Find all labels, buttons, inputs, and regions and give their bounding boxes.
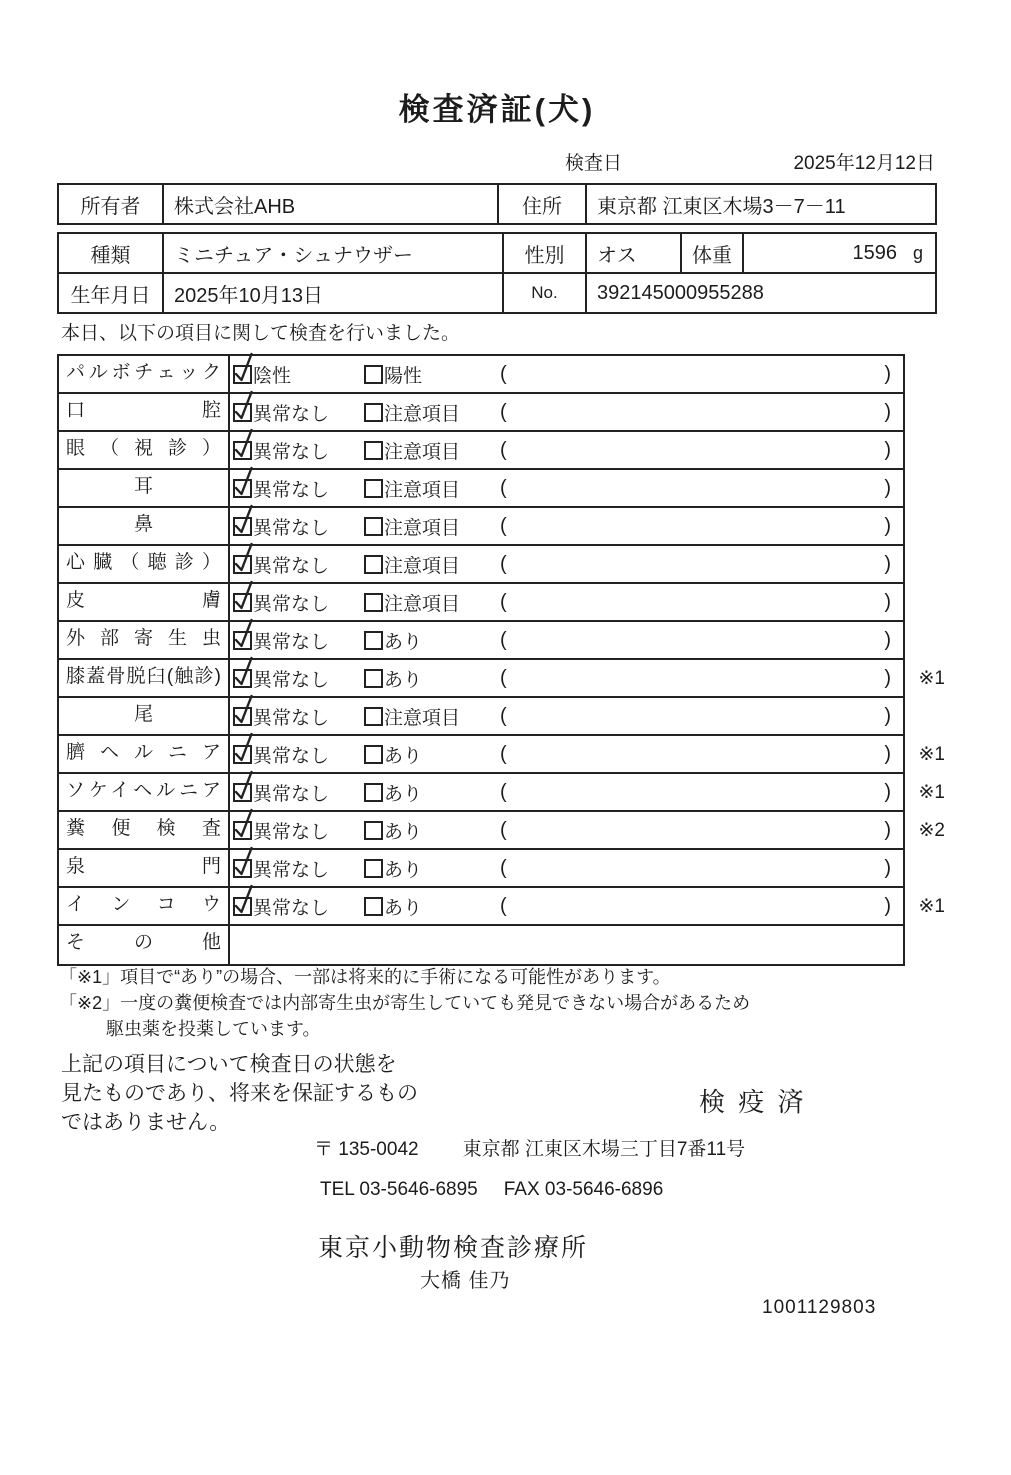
intro-text: 本日、以下の項目に関して検査を行いました。	[61, 323, 461, 344]
checkmark-icon	[236, 696, 252, 722]
row-content	[230, 622, 903, 658]
option-2-label: 注意項目	[384, 707, 461, 729]
close-paren: )	[884, 743, 891, 765]
row-content	[230, 356, 903, 392]
option-2-label: 注意項目	[384, 441, 461, 463]
option-1-label: 異常なし	[253, 821, 330, 843]
checkbox-1	[233, 403, 252, 422]
checkmark-icon	[236, 582, 252, 608]
option-1-label: 異常なし	[253, 593, 330, 615]
table-row	[59, 926, 903, 964]
row-note: ※1	[918, 668, 945, 689]
option-2	[364, 660, 422, 696]
checkbox-2	[364, 365, 383, 384]
checkbox-1	[233, 707, 252, 726]
option-2	[364, 470, 460, 506]
close-paren: )	[884, 439, 891, 461]
row-content	[230, 546, 903, 582]
footnote-1: 「※1」項目で“あり”の場合、一部は将来的に手術になる可能性があります。	[59, 967, 671, 987]
owner-row	[59, 185, 935, 223]
open-paren: (	[500, 857, 507, 879]
checkmark-icon	[236, 506, 252, 532]
option-1	[233, 622, 329, 658]
table-row	[59, 850, 903, 888]
weight-unit: g	[912, 242, 923, 263]
tel-fax-line	[320, 1179, 663, 1201]
row-content	[230, 584, 903, 620]
option-1	[233, 888, 329, 924]
option-1	[233, 850, 329, 886]
open-paren: (	[500, 895, 507, 917]
checkmark-icon	[236, 468, 252, 494]
table-row	[59, 546, 903, 584]
checkbox-1	[233, 631, 252, 650]
row-content	[230, 698, 903, 734]
option-2-label: 注意項目	[384, 555, 461, 577]
open-paren: (	[500, 439, 507, 461]
checkbox-2	[364, 517, 383, 536]
row-label: 心臓（聴診）	[59, 546, 230, 582]
close-paren: )	[884, 819, 891, 841]
checkbox-1	[233, 555, 252, 574]
open-paren: (	[500, 553, 507, 575]
postal-code: 〒 135-0042	[314, 1139, 419, 1160]
serial-number: 1001129803	[762, 1297, 877, 1318]
inspection-date-value: 2025年12月12日	[793, 153, 935, 174]
checklist-body	[59, 356, 945, 964]
checkbox-1	[233, 479, 252, 498]
close-paren: )	[884, 667, 891, 689]
row-label: 鼻	[59, 508, 230, 544]
option-1-label: 異常なし	[253, 517, 330, 539]
option-1-label: 異常なし	[253, 631, 330, 653]
table-row	[59, 888, 945, 926]
weight-label: 体重	[682, 234, 744, 272]
option-1-label: 異常なし	[253, 783, 330, 805]
open-paren: (	[500, 819, 507, 841]
sex-label: 性別	[504, 234, 587, 272]
disclaimer-text	[61, 1050, 418, 1137]
close-paren: )	[884, 705, 891, 727]
open-paren: (	[500, 743, 507, 765]
row-content	[230, 926, 903, 964]
option-2	[364, 850, 422, 886]
checkmark-icon	[236, 658, 252, 684]
close-paren: )	[884, 553, 891, 575]
open-paren: (	[500, 781, 507, 803]
row-label: 膝蓋骨脱臼(触診)	[59, 660, 230, 696]
option-2	[364, 394, 460, 430]
owner-address-label: 住所	[499, 185, 587, 223]
option-2	[364, 432, 460, 468]
owner-label: 所有者	[59, 185, 164, 223]
row-label: 耳	[59, 470, 230, 506]
checkbox-2	[364, 897, 383, 916]
option-1-label: 異常なし	[253, 669, 330, 691]
veterinarian-name: 大橋 佳乃	[420, 1270, 511, 1292]
checkbox-1	[233, 783, 252, 802]
option-2-label: あり	[384, 859, 423, 881]
disclaimer-line-1: 上記の項目について検査日の状態を	[61, 1053, 397, 1076]
row-label: 外部寄生虫	[59, 622, 230, 658]
owner-name: 株式会社AHB	[164, 185, 499, 223]
table-row	[59, 736, 945, 774]
row-content	[230, 812, 903, 848]
open-paren: (	[500, 363, 507, 385]
option-1	[233, 508, 329, 544]
option-1-label: 異常なし	[253, 555, 330, 577]
option-2-label: あり	[384, 821, 423, 843]
breed-label: 種類	[59, 234, 164, 272]
checkbox-2	[364, 745, 383, 764]
option-2	[364, 698, 460, 734]
row-label: 皮膚	[59, 584, 230, 620]
row-label: 尾	[59, 698, 230, 734]
animal-table	[57, 232, 937, 314]
row-content	[230, 394, 903, 430]
row-content	[230, 888, 903, 924]
disclaimer-line-2: 見たものであり、将来を保証するもの	[61, 1082, 418, 1105]
fax-number: FAX 03-5646-6896	[503, 1179, 664, 1200]
row-label: その他	[59, 926, 230, 964]
row-label: パルボチェック	[59, 356, 230, 392]
option-1	[233, 698, 329, 734]
checklist-table	[57, 354, 945, 966]
option-2-label: 注意項目	[384, 479, 461, 501]
checkbox-1	[233, 669, 252, 688]
option-1	[233, 660, 329, 696]
footnote-2-continued: 駆虫薬を投薬しています。	[106, 1019, 321, 1039]
checkbox-2	[364, 403, 383, 422]
owner-table	[57, 183, 937, 225]
option-2	[364, 812, 422, 848]
footnote-2: 「※2」一度の糞便検査では内部寄生虫が寄生していても発見できない場合があるため	[59, 993, 751, 1013]
disclaimer-line-3: ではありません。	[61, 1111, 231, 1134]
option-1-label: 異常なし	[253, 479, 330, 501]
option-1-label: 異常なし	[253, 897, 330, 919]
close-paren: )	[884, 895, 891, 917]
close-paren: )	[884, 515, 891, 537]
postal-address-line	[314, 1134, 745, 1161]
clinic-name: 東京小動物検査診療所	[318, 1234, 589, 1262]
close-paren: )	[884, 363, 891, 385]
checkbox-1	[233, 745, 252, 764]
option-2-label: 陽性	[384, 365, 423, 387]
open-paren: (	[500, 705, 507, 727]
option-1	[233, 736, 329, 772]
number-label: No.	[504, 274, 587, 312]
clinic-address: 東京都 江東区木場三丁目7番11号	[462, 1139, 746, 1160]
close-paren: )	[884, 401, 891, 423]
row-content	[230, 774, 903, 810]
option-1	[233, 432, 329, 468]
close-paren: )	[884, 477, 891, 499]
inspection-date-label: 検査日	[565, 153, 623, 174]
close-paren: )	[884, 857, 891, 879]
checkbox-2	[364, 631, 383, 650]
open-paren: (	[500, 515, 507, 537]
table-row	[59, 584, 903, 622]
option-1-label: 異常なし	[253, 441, 330, 463]
option-1	[233, 546, 329, 582]
option-2-label: あり	[384, 631, 423, 653]
option-1	[233, 812, 329, 848]
table-row	[59, 660, 945, 698]
row-content	[230, 508, 903, 544]
option-2	[364, 508, 460, 544]
checkbox-2	[364, 593, 383, 612]
table-row	[59, 432, 903, 470]
owner-address-value: 東京都 江東区木場3－7－11	[597, 195, 846, 218]
option-2-label: あり	[384, 669, 423, 691]
checkbox-2	[364, 555, 383, 574]
option-1-label: 異常なし	[253, 707, 330, 729]
row-note: ※2	[918, 820, 945, 841]
checkbox-2	[364, 479, 383, 498]
row-note: ※1	[918, 744, 945, 765]
option-1	[233, 356, 291, 392]
option-2-label: あり	[384, 783, 423, 805]
row-label: 臍ヘルニア	[59, 736, 230, 772]
option-2	[364, 584, 460, 620]
option-1	[233, 470, 329, 506]
option-2	[364, 774, 422, 810]
checkbox-1	[233, 593, 252, 612]
table-row	[59, 508, 903, 546]
checkbox-2	[364, 821, 383, 840]
checkbox-1	[233, 859, 252, 878]
row-content	[230, 850, 903, 886]
table-row	[59, 774, 945, 812]
table-row	[59, 812, 945, 850]
number-value: 392145000955288	[597, 281, 764, 304]
option-2-label: 注意項目	[384, 403, 461, 425]
checkmark-icon	[236, 544, 252, 570]
checkmark-icon	[236, 886, 252, 912]
animal-row-1	[59, 234, 935, 272]
quarantine-stamp: 検 疫 済	[699, 1087, 807, 1117]
checkmark-icon	[236, 848, 252, 874]
checkmark-icon	[236, 392, 252, 418]
row-label: ソケイヘルニア	[59, 774, 230, 810]
option-2	[364, 888, 422, 924]
checkbox-2	[364, 669, 383, 688]
table-row	[59, 698, 903, 736]
row-label: 糞便検査	[59, 812, 230, 848]
checkbox-1	[233, 365, 252, 384]
checkbox-1	[233, 441, 252, 460]
option-2	[364, 622, 422, 658]
row-label: 口腔	[59, 394, 230, 430]
footnotes	[59, 964, 750, 1042]
checkbox-2	[364, 707, 383, 726]
sex-value: オス	[587, 234, 682, 272]
option-2	[364, 736, 422, 772]
row-content	[230, 470, 903, 506]
checkbox-2	[364, 783, 383, 802]
option-2-label: 注意項目	[384, 517, 461, 539]
checkmark-icon	[236, 620, 252, 646]
option-1-label: 陰性	[253, 365, 292, 387]
table-row	[59, 622, 903, 660]
checkbox-1	[233, 517, 252, 536]
option-2	[364, 546, 460, 582]
checkmark-icon	[236, 772, 252, 798]
row-label: 泉門	[59, 850, 230, 886]
table-row	[59, 394, 903, 432]
close-paren: )	[884, 591, 891, 613]
option-2	[364, 356, 422, 392]
row-content	[230, 736, 903, 772]
close-paren: )	[884, 781, 891, 803]
birthdate-value: 2025年10月13日	[164, 274, 504, 312]
checkbox-1	[233, 897, 252, 916]
option-1-label: 異常なし	[253, 745, 330, 767]
open-paren: (	[500, 629, 507, 651]
table-row	[59, 470, 903, 508]
open-paren: (	[500, 401, 507, 423]
page-title: 検査済証(犬)	[398, 92, 596, 127]
option-1-label: 異常なし	[253, 403, 330, 425]
option-1	[233, 584, 329, 620]
open-paren: (	[500, 591, 507, 613]
checkbox-2	[364, 859, 383, 878]
row-label: 眼（視診）	[59, 432, 230, 468]
animal-row-2	[59, 272, 935, 312]
option-2-label: あり	[384, 897, 423, 919]
table-row	[59, 356, 903, 394]
option-1	[233, 774, 329, 810]
weight-value: 1596	[852, 241, 897, 264]
row-label: インコウ	[59, 888, 230, 924]
checkmark-icon	[236, 430, 252, 456]
row-note: ※1	[918, 896, 945, 917]
open-paren: (	[500, 477, 507, 499]
row-note: ※1	[918, 782, 945, 803]
checkbox-2	[364, 441, 383, 460]
open-paren: (	[500, 667, 507, 689]
checkmark-icon	[236, 734, 252, 760]
close-paren: )	[884, 629, 891, 651]
tel-number: TEL 03-5646-6895	[320, 1179, 478, 1200]
row-content	[230, 660, 903, 696]
option-1	[233, 394, 329, 430]
checkbox-1	[233, 821, 252, 840]
breed-value: ミニチュア・シュナウザー	[164, 234, 504, 272]
option-2-label: 注意項目	[384, 593, 461, 615]
inspection-date-row	[57, 148, 937, 174]
row-content	[230, 432, 903, 468]
birthdate-label: 生年月日	[59, 274, 164, 312]
weight-cell	[744, 234, 935, 272]
option-1-label: 異常なし	[253, 859, 330, 881]
checkmark-icon	[236, 810, 252, 836]
option-2-label: あり	[384, 745, 423, 767]
checkmark-icon	[236, 354, 252, 380]
